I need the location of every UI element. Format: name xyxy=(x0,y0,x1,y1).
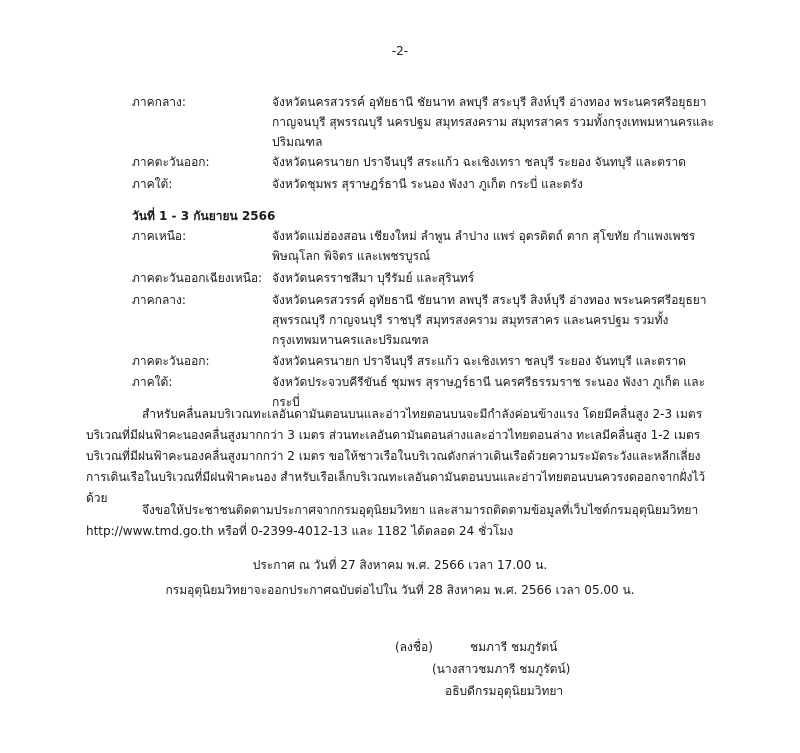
region-provinces: จังหวัดแม่ฮ่องสอน เชียงใหม่ ลำพูน ลำปาง แพร่ อุตรดิตถ์ ตาก สุโขทัย กำแพงเพชร พิษณุโลก พิจิตร และเพชรบูรณ์ xyxy=(272,229,696,263)
region-provinces: จังหวัดนครนายก ปราจีนบุรี สระแก้ว ฉะเชิงเทรา ชลบุรี ระยอง จันทบุรี และตราด xyxy=(272,354,686,368)
region-label: ภาคใต้: xyxy=(132,177,173,191)
region-label: ภาคใต้: xyxy=(132,375,173,389)
signature-name: ชมภารี ชมภูรัตน์ xyxy=(470,640,558,654)
region-label: ภาคตะวันออกเฉียงเหนือ: xyxy=(132,271,263,285)
signatory-full-name: (นางสาวชมภารี ชมภูรัตน์) xyxy=(432,662,571,676)
announcement-date: ประกาศ ณ วันที่ 27 สิงหาคม พ.ศ. 2566 เวลา 17.00 น. xyxy=(252,558,548,572)
region-provinces: จังหวัดนครราชสีมา บุรีรัมย์ และสุรินทร์ xyxy=(272,271,475,285)
region-provinces: จังหวัดนครสวรรค์ อุทัยธานี ชัยนาท ลพบุรี สระบุรี สิงห์บุรี อ่างทอง พระนครศรีอยุธยา กาญจนบุรี สุพรรณบุรี นครปฐม สมุทรสงคราม สมุทรสาคร รวมทั้งกรุงเทพมหานครและปริมณฑล xyxy=(272,95,714,149)
sea-conditions-paragraph: สำหรับคลื่นลมบริเวณทะเลอันดามันตอนบนและอ่าวไทยตอนบนจะมีกำลังค่อนข้างแรง โดยมีคลื่นสูง 2-3 เมตร บริเวณที่มีฝนฟ้าคะนองคลื่นสูงมากกว่า 3 เมตร ส่วนทะเลอันดามันตอนล่างและอ่าวไทยตอนล่าง ทะเลมีคลื่นสูง 1-2 เมตร บริเวณที่มีฝนฟ้าคะนองคลื่นสูงมากกว่า 2 เมตร ขอให้ชาวเรือในบริเวณดังกล่าวเดินเรือด้วยความระมัดระวังและหลีกเลี่ยงการเดินเรือในบริเวณที่มีฝนฟ้าคะนอง สำหรับเรือเล็กบริเวณทะเลอันดามันตอนบนและอ่าวไทยตอนบนควรงดออกจากฝั่งไว้ด้วย xyxy=(86,407,706,505)
region-label: ภาคกลาง: xyxy=(132,95,186,109)
region-provinces: จังหวัดนครนายก ปราจีนบุรี สระแก้ว ฉะเชิงเทรา ชลบุรี ระยอง จันทบุรี และตราด xyxy=(272,155,686,169)
page-number: -2- xyxy=(391,44,409,58)
region-provinces: จังหวัดชุมพร สุราษฎร์ธานี ระนอง พังงา ภูเก็ต กระบี่ และตรัง xyxy=(272,177,583,191)
next-announcement: กรมอุตุนิยมวิทยาจะออกประกาศฉบับต่อไปใน วันที่ 28 สิงหาคม พ.ศ. 2566 เวลา 05.00 น. xyxy=(165,583,635,597)
signatory-position: อธิบดีกรมอุตุนิยมวิทยา xyxy=(445,684,564,698)
region-provinces: จังหวัดนครสวรรค์ อุทัยธานี ชัยนาท ลพบุรี สระบุรี สิงห์บุรี อ่างทอง พระนครศรีอยุธยา สุพรรณบุรี กาญจนบุรี ราชบุรี สมุทรสงคราม สมุทรสาคร และนครปฐม รวมทั้งกรุงเทพมหานครและปริมณฑล xyxy=(272,293,707,347)
date-heading: วันที่ 1 - 3 กันยายน 2566 xyxy=(132,209,276,223)
region-label: ภาคเหนือ: xyxy=(132,229,187,243)
region-label: ภาคตะวันออก: xyxy=(132,354,210,368)
region-label: ภาคตะวันออก: xyxy=(132,155,210,169)
signature-prefix: (ลงชื่อ) xyxy=(395,640,433,654)
follow-announcement-paragraph: จึงขอให้ประชาชนติดตามประกาศจากกรมอุตุนิยมวิทยา และสามารถติดตามข้อมูลที่เว็บไซต์กรมอุตุนิยมวิทยา http://www.tmd.go.th หรือที่ 0-2399-4012-13 และ 1182 ได้ตลอด 24 ชั่วโมง xyxy=(86,503,699,538)
region-provinces: จังหวัดประจวบคีรีขันธ์ ชุมพร สุราษฎร์ธานี นครศรีธรรมราช ระนอง พังงา ภูเก็ต และกระบี่ xyxy=(272,375,706,409)
region-label: ภาคกลาง: xyxy=(132,293,186,307)
region-row-central-1 xyxy=(132,92,732,152)
